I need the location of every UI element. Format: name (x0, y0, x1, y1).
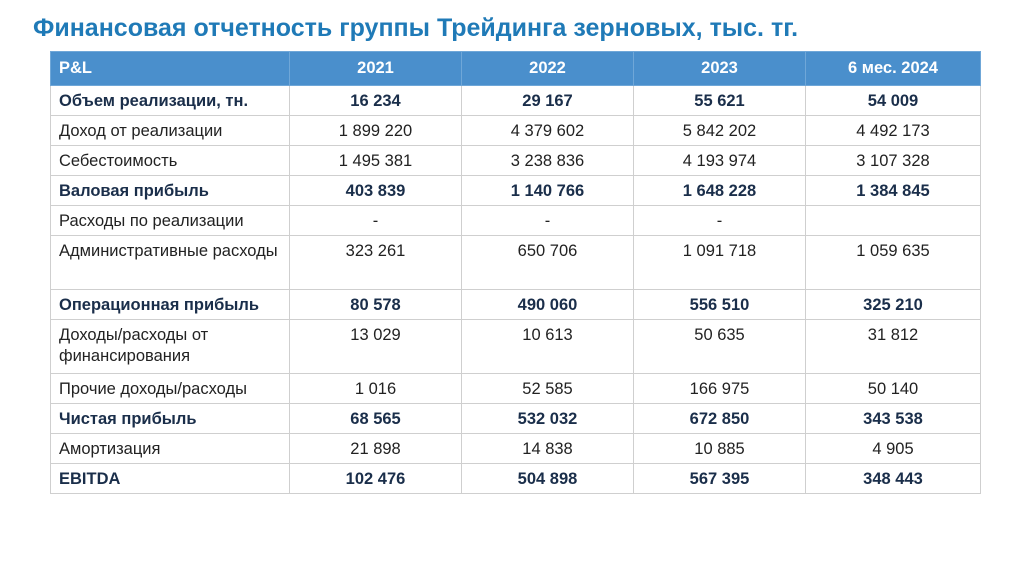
cell-value: - (634, 206, 806, 236)
table-row (51, 176, 981, 206)
cell-value: - (462, 206, 634, 236)
cell-value: 68 565 (290, 404, 462, 434)
cell-value: 403 839 (290, 176, 462, 206)
row-label: EBITDA (51, 464, 290, 494)
row-label: Себестоимость (51, 146, 290, 176)
table-row (51, 86, 981, 116)
cell-value: 1 648 228 (634, 176, 806, 206)
cell-value: 1 016 (290, 374, 462, 404)
cell-value: 1 059 635 (806, 236, 981, 290)
cell-value: 650 706 (462, 236, 634, 290)
cell-value: 1 899 220 (290, 116, 462, 146)
cell-value: 80 578 (290, 290, 462, 320)
row-label: Расходы по реализации (51, 206, 290, 236)
cell-value: 13 029 (290, 320, 462, 374)
table-row (51, 146, 981, 176)
row-label: Прочие доходы/расходы (51, 374, 290, 404)
cell-value: 29 167 (462, 86, 634, 116)
table-row (51, 116, 981, 146)
row-label: Валовая прибыль (51, 176, 290, 206)
table-row (51, 404, 981, 434)
cell-value: 50 140 (806, 374, 981, 404)
cell-value: 343 538 (806, 404, 981, 434)
cell-value: 54 009 (806, 86, 981, 116)
header-cell-6m-2024: 6 мес. 2024 (806, 52, 981, 86)
cell-value: - (290, 206, 462, 236)
pl-table (50, 51, 981, 494)
header-cell-2022: 2022 (462, 52, 634, 86)
cell-value: 55 621 (634, 86, 806, 116)
row-label: Объем реализации, тн. (51, 86, 290, 116)
row-label: Чистая прибыль (51, 404, 290, 434)
row-label: Операционная прибыль (51, 290, 290, 320)
cell-value: 672 850 (634, 404, 806, 434)
cell-value: 1 495 381 (290, 146, 462, 176)
cell-value: 166 975 (634, 374, 806, 404)
cell-value: 348 443 (806, 464, 981, 494)
table-row (51, 374, 981, 404)
cell-value: 10 613 (462, 320, 634, 374)
header-cell-pl: P&L (51, 52, 290, 86)
cell-value: 323 261 (290, 236, 462, 290)
cell-value: 102 476 (290, 464, 462, 494)
cell-value: 21 898 (290, 434, 462, 464)
cell-value: 3 107 328 (806, 146, 981, 176)
cell-value (806, 206, 981, 236)
table-row (51, 206, 981, 236)
cell-value: 490 060 (462, 290, 634, 320)
cell-value: 4 492 173 (806, 116, 981, 146)
table-row (51, 464, 981, 494)
cell-value: 1 091 718 (634, 236, 806, 290)
cell-value: 5 842 202 (634, 116, 806, 146)
cell-value: 325 210 (806, 290, 981, 320)
cell-value: 567 395 (634, 464, 806, 494)
cell-value: 4 193 974 (634, 146, 806, 176)
cell-value: 1 384 845 (806, 176, 981, 206)
table-row (51, 320, 981, 374)
cell-value: 4 379 602 (462, 116, 634, 146)
row-label: Амортизация (51, 434, 290, 464)
cell-value: 10 885 (634, 434, 806, 464)
table-row (51, 236, 981, 290)
cell-value: 14 838 (462, 434, 634, 464)
table-row (51, 290, 981, 320)
cell-value: 532 032 (462, 404, 634, 434)
header-cell-2023: 2023 (634, 52, 806, 86)
table-row (51, 434, 981, 464)
cell-value: 1 140 766 (462, 176, 634, 206)
cell-value: 31 812 (806, 320, 981, 374)
header-cell-2021: 2021 (290, 52, 462, 86)
cell-value: 52 585 (462, 374, 634, 404)
cell-value: 16 234 (290, 86, 462, 116)
cell-value: 504 898 (462, 464, 634, 494)
table-header-row (51, 52, 981, 86)
row-label: Доход от реализации (51, 116, 290, 146)
cell-value: 3 238 836 (462, 146, 634, 176)
cell-value: 4 905 (806, 434, 981, 464)
page-title: Финансовая отчетность группы Трейдинга зерновых, тыс. тг. (33, 14, 799, 42)
row-label: Доходы/расходы от финансирования (51, 320, 290, 374)
row-label: Административные расходы (51, 236, 290, 290)
cell-value: 556 510 (634, 290, 806, 320)
cell-value: 50 635 (634, 320, 806, 374)
